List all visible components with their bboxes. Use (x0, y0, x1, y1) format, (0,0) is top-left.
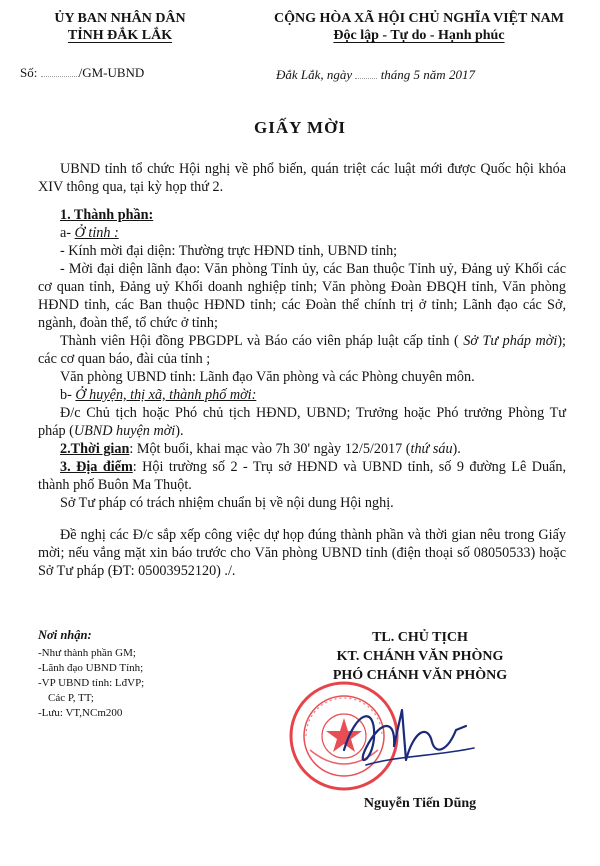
signature-line3: PHÓ CHÁNH VĂN PHÒNG (332, 668, 508, 683)
signature-block (300, 628, 540, 685)
org-name-line2: TỈNH ĐẮK LẮK (67, 28, 173, 43)
composition-a-item-2: - Mời đại diện lãnh đạo: Văn phòng Tỉnh ủy, các Ban thuộc Tỉnh uỷ, Đảng uỷ Khối các cơ quan tỉnh, Đảng uỷ Khối doanh nghiệp tỉnh; Văn phòng Đoàn ĐBQH tỉnh, Văn phòng HĐND tỉnh, các Ban thuộc HĐND tỉnh; các Đoàn thể chính trị ở tỉnh; Lãnh đạo các Sở, ngành, đoàn thể, tổ chức ở tỉnh; (38, 261, 566, 331)
request-paragraph: Đề nghị các Đ/c sắp xếp công việc dự họp đúng thành phần và thời gian nêu trong Giấy mời; nếu vắng mặt xin báo trước cho Văn phòng UBND tỉnh (điện thoại số 08050533) hoặc Sở Tư pháp (ĐT: 05003952120) ./. (38, 527, 566, 579)
document-title: GIẤY MỜI (254, 118, 346, 137)
composition-b-heading (38, 386, 566, 404)
document-number-blank (41, 64, 79, 77)
composition-b-tail: ). (175, 423, 184, 439)
issue-date (276, 66, 475, 83)
signature-line2: KT. CHÁNH VĂN PHÒNG (336, 649, 504, 664)
recipients-block (38, 628, 144, 721)
composition-b-text (38, 404, 566, 440)
recipient-item: Các P, TT; (48, 692, 94, 704)
composition-a-office: Văn phòng UBND tỉnh: Lãnh đạo Văn phòng và các Phòng chuyên môn. (60, 369, 475, 385)
composition-a-members (38, 332, 566, 368)
composition-a-item-1: - Kính mời đại diện: Thường trực HĐND tỉnh, UBND tỉnh; (60, 243, 398, 259)
intro-paragraph: UBND tỉnh tổ chức Hội nghị về phổ biến, quán triệt các luật mới được Quốc hội khóa XIV thông qua, tại kỳ họp thứ 2. (38, 161, 566, 195)
composition-a-members-text: Thành viên Hội đồng PBGDPL và Báo cáo viên pháp luật cấp tỉnh ( (60, 333, 464, 349)
national-header (238, 10, 600, 44)
signature-line1: TL. CHỦ TỊCH (372, 630, 468, 645)
national-motto: Độc lập - Tự do - Hạnh phúc (333, 28, 505, 43)
org-name-line1: ỦY BAN NHÂN DÂN (54, 11, 186, 26)
composition-heading-text: 1. Thành phần: (60, 207, 154, 223)
recipient-item: -Như thành phần GM; (38, 647, 136, 659)
composition-b-label: b- (60, 387, 76, 403)
recipient-item: -Lưu: VT,NCm200 (38, 707, 123, 719)
time-paragraph (38, 440, 566, 458)
issue-date-suffix: tháng 5 năm 2017 (380, 67, 475, 82)
document-body (38, 160, 566, 580)
issue-date-prefix: Đắk Lắk, ngày (276, 67, 353, 82)
composition-a-members-tail: ); các cơ quan báo, đài của tỉnh ; (38, 333, 566, 367)
time-text: : Một buổi, khai mạc vào 7h 30' ngày 12/5/2017 ( (129, 441, 411, 457)
composition-heading (38, 206, 566, 224)
document-number (20, 64, 144, 81)
time-label: 2.Thời gian (60, 441, 130, 457)
preparation-paragraph: Sở Tư pháp có trách nhiệm chuẩn bị về nội dung Hội nghị. (60, 495, 394, 511)
composition-a-title: Ở tỉnh : (74, 225, 119, 241)
composition-a-heading (38, 224, 566, 242)
recipient-item: -Lãnh đạo UBND Tỉnh; (38, 662, 144, 674)
composition-a-label: a- (60, 225, 75, 241)
national-title: CỘNG HÒA XÃ HỘI CHỦ NGHĨA VIỆT NAM (273, 11, 564, 26)
composition-b-body: Đ/c Chủ tịch hoặc Phó chủ tịch HĐND, UBND; Trưởng hoặc Phó trưởng Phòng Tư pháp ( (38, 405, 566, 439)
document-number-suffix: /GM-UBND (78, 65, 145, 80)
issue-day-blank (355, 66, 377, 79)
time-weekday: thứ sáu (410, 441, 453, 457)
venue-text: : Hội trường số 2 - Trụ sở HĐND và UBND tỉnh, số 9 đường Lê Duẩn, thành phố Buôn Ma Thuột. (38, 459, 566, 493)
signer-name: Nguyễn Tiến Dũng (363, 796, 477, 811)
recipients-heading: Nơi nhận: (38, 628, 92, 642)
handwritten-signature (336, 690, 486, 780)
venue-label: 3. Địa điểm (60, 459, 133, 475)
issuing-authority (0, 10, 240, 44)
composition-b-italic: UBND huyện mời (73, 423, 176, 439)
recipient-item: -VP UBND tỉnh: LđVP; (38, 677, 145, 689)
time-tail: ). (452, 441, 461, 457)
venue-paragraph (38, 458, 566, 494)
composition-b-title: Ở huyện, thị xã, thành phố mời: (75, 387, 257, 403)
document-number-prefix: Số: (20, 65, 38, 80)
composition-a-members-italic: Sở Tư pháp mời (463, 333, 558, 349)
